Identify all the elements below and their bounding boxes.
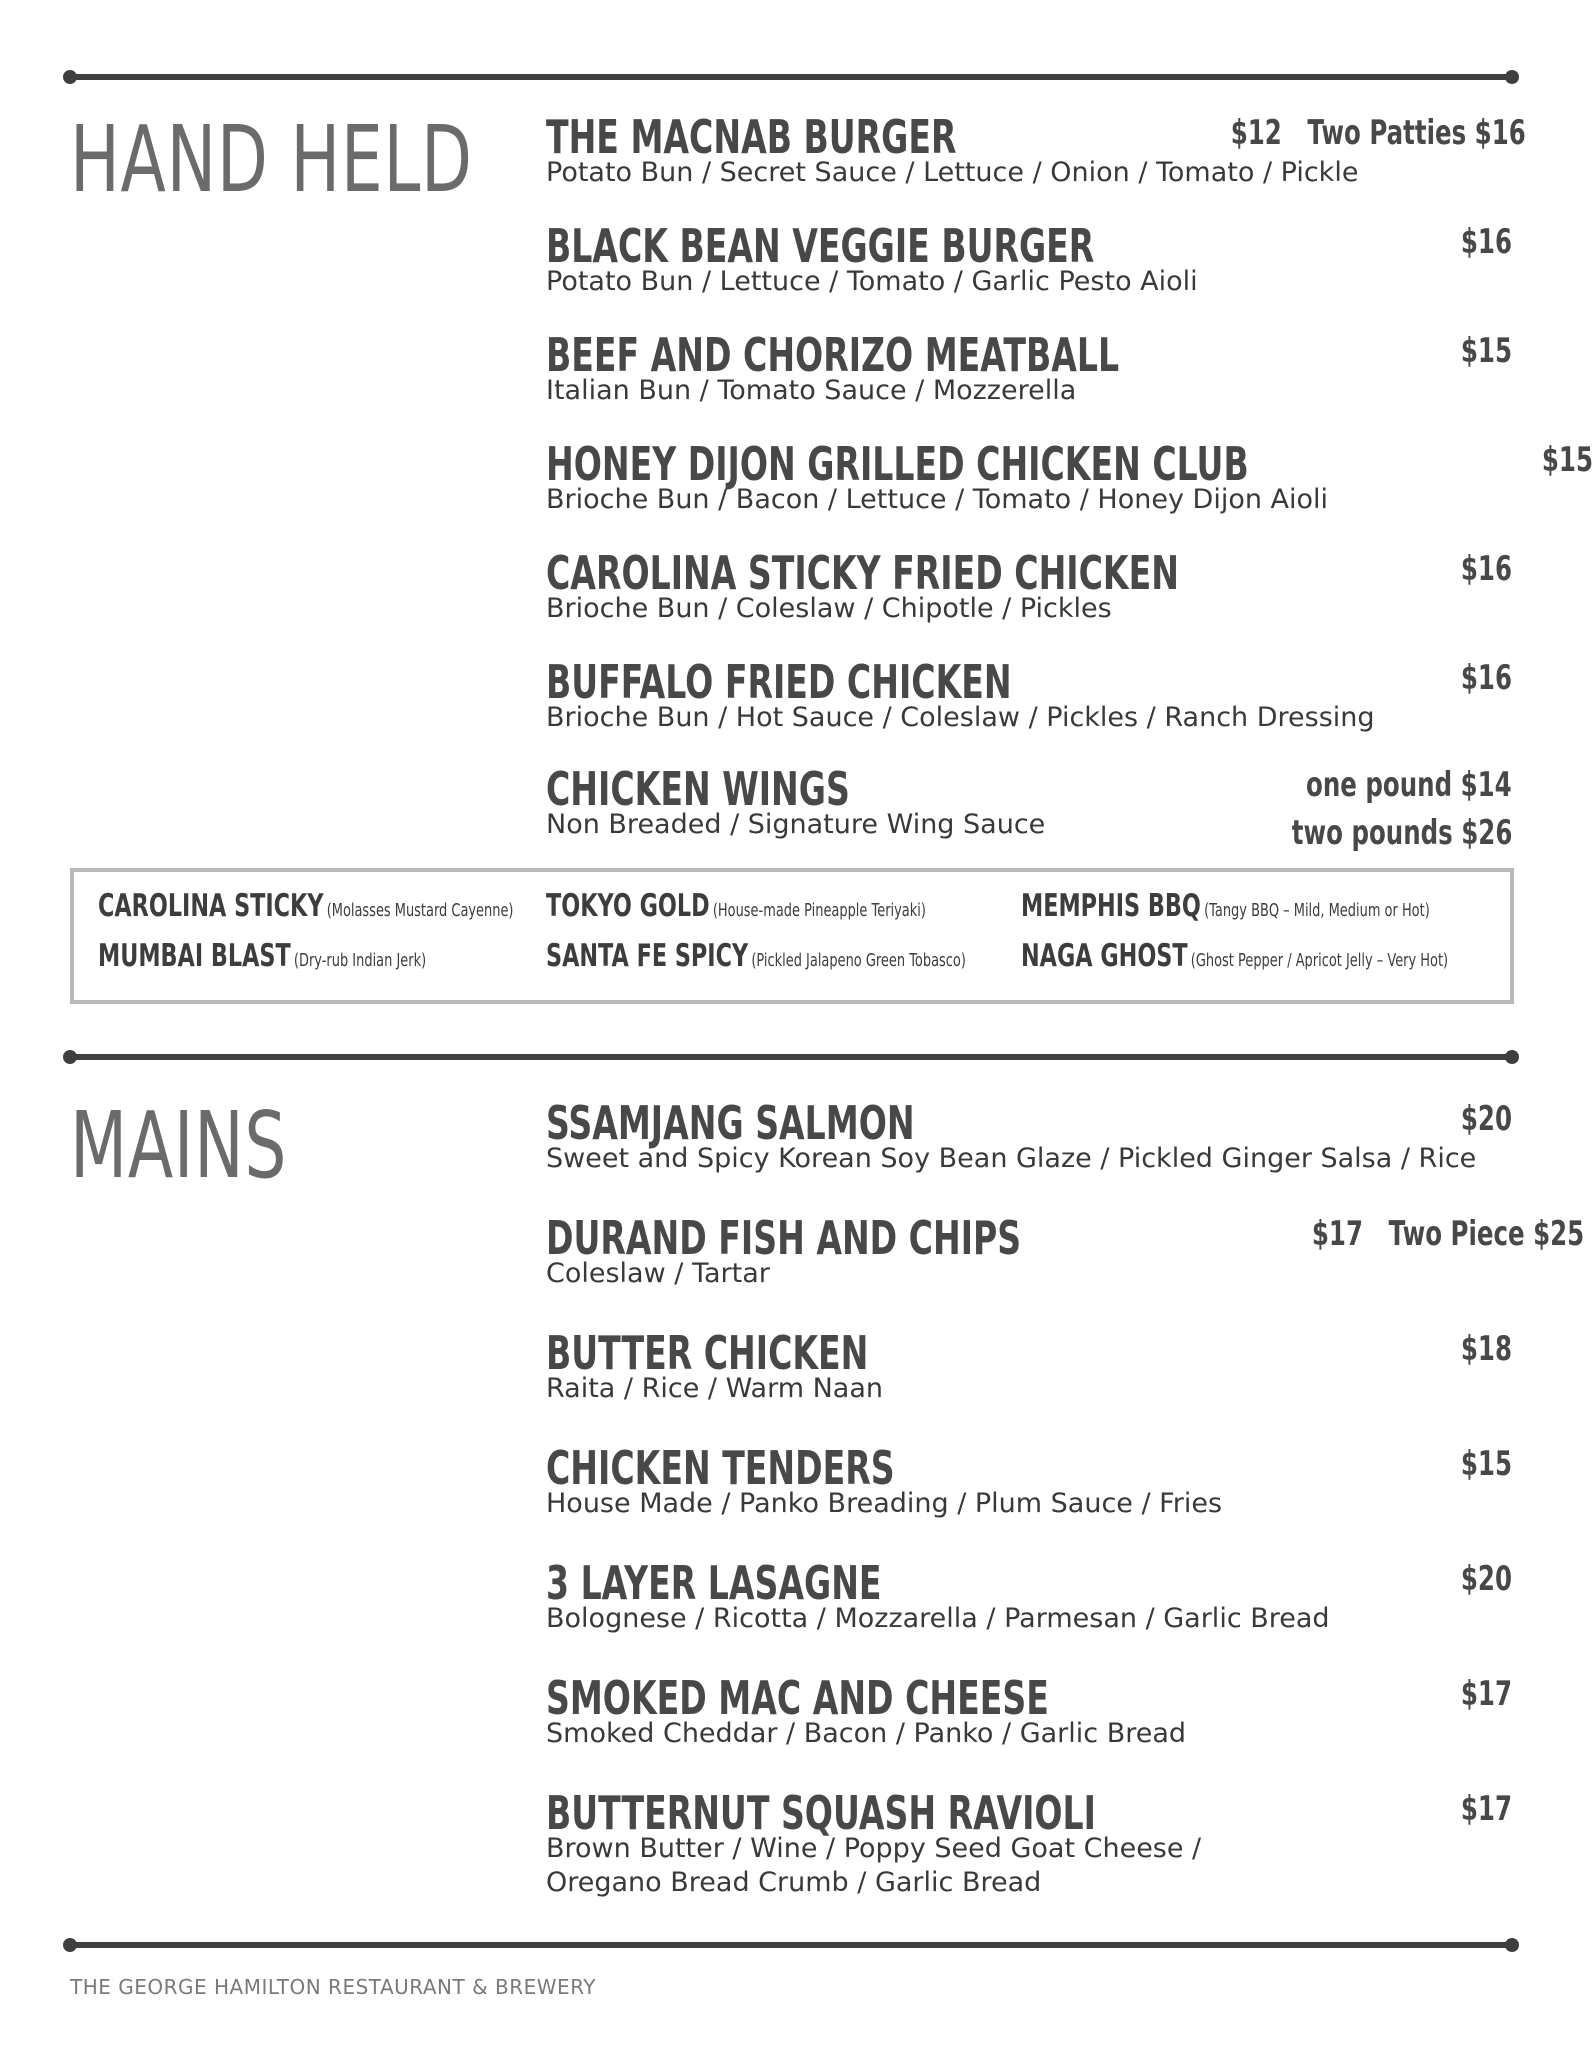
wing-sauce-box — [70, 868, 1514, 1004]
item-price: $15 — [1460, 331, 1512, 371]
item-description: Smoked Cheddar / Bacon / Panko / Garlic Bread — [546, 1718, 1187, 1749]
item-price-extra: Two Piece $25 — [1388, 1214, 1585, 1254]
item-name: SMOKED MAC AND CHEESE — [546, 1671, 1049, 1725]
menu-item — [546, 1328, 1512, 1406]
menu-item — [546, 1788, 1512, 1900]
item-description: Coleslaw / Tartar — [546, 1258, 770, 1289]
item-price: one pound $14 — [1306, 765, 1512, 805]
menu-item — [546, 221, 1512, 299]
sauce-note: (Ghost Pepper / Apricot Jelly – Very Hot) — [1190, 950, 1449, 971]
menu-item — [546, 764, 1512, 860]
sauce-note: (Molasses Mustard Cayenne) — [326, 900, 514, 921]
sauce-name: NAGA GHOST — [1021, 938, 1188, 974]
item-name: SSAMJANG SALMON — [546, 1096, 915, 1150]
item-name: BLACK BEAN VEGGIE BURGER — [546, 219, 1095, 273]
item-description: Brioche Bun / Bacon / Lettuce / Tomato / Honey Dijon Aioli — [546, 484, 1329, 515]
item-name: BUFFALO FRIED CHICKEN — [546, 655, 1012, 709]
item-description: Non Breaded / Signature Wing Sauce — [546, 809, 1046, 840]
item-name: HONEY DIJON GRILLED CHICKEN CLUB — [546, 437, 1249, 491]
mains-heading: MAINS — [70, 1092, 288, 1199]
item-price: $17 — [1460, 1674, 1512, 1714]
footer-restaurant-name: THE GEORGE HAMILTON RESTAURANT & BREWERY — [70, 1975, 597, 1999]
item-price: $15 — [1541, 440, 1593, 480]
bottom-divider — [70, 1942, 1512, 1948]
item-price: $17 Two Piece $25 — [1311, 1214, 1585, 1254]
mid-divider — [70, 1054, 1512, 1060]
item-description: Sweet and Spicy Korean Soy Bean Glaze / Pickled Ginger Salsa / Rice — [546, 1143, 1477, 1174]
item-name: THE MACNAB BURGER — [546, 110, 957, 164]
item-price: $16 — [1460, 222, 1512, 262]
menu-item — [546, 657, 1512, 735]
sauce-item — [98, 938, 426, 974]
item-name: BEEF AND CHORIZO MEATBALL — [546, 328, 1120, 382]
menu-item — [546, 548, 1512, 626]
item-description: Brioche Bun / Hot Sauce / Coleslaw / Pickles / Ranch Dressing — [546, 702, 1375, 733]
sauce-note: (Dry-rub Indian Jerk) — [293, 950, 427, 971]
item-price: $18 — [1460, 1329, 1512, 1369]
top-divider — [70, 74, 1512, 80]
item-price: $12 Two Patties $16 — [1230, 113, 1526, 153]
item-name: BUTTERNUT SQUASH RAVIOLI — [546, 1786, 1096, 1840]
item-description: Brioche Bun / Coleslaw / Chipotle / Pickles — [546, 593, 1112, 624]
menu-item — [546, 1098, 1512, 1176]
item-description: House Made / Panko Breading / Plum Sauce / Fries — [546, 1488, 1223, 1519]
menu-item — [546, 1558, 1512, 1636]
sauce-name: TOKYO GOLD — [546, 888, 710, 924]
item-price: $20 — [1460, 1559, 1512, 1599]
sauce-item — [546, 938, 966, 974]
item-description: Potato Bun / Secret Sauce / Lettuce / Onion / Tomato / Pickle — [546, 157, 1359, 188]
menu-item — [546, 110, 1526, 190]
item-price: $17 — [1460, 1789, 1512, 1829]
sauce-item — [98, 888, 513, 924]
sauce-note: (House-made Pineapple Teriyaki) — [712, 900, 926, 921]
sauce-name: SANTA FE SPICY — [546, 938, 749, 974]
sauce-item — [1021, 888, 1430, 924]
item-name: DURAND FISH AND CHIPS — [546, 1211, 1022, 1265]
item-description: Raita / Rice / Warm Naan — [546, 1373, 884, 1404]
sauce-name: MUMBAI BLAST — [98, 938, 291, 974]
sauce-note: (Tangy BBQ – Mild, Medium or Hot) — [1204, 900, 1430, 921]
item-name: 3 LAYER LASAGNE — [546, 1556, 882, 1610]
item-description: Brown Butter / Wine / Poppy Seed Goat Cheese / — [546, 1833, 1202, 1864]
item-description-line-2: Oregano Bread Crumb / Garlic Bread — [546, 1867, 1042, 1898]
sauce-name: CAROLINA STICKY — [98, 888, 324, 924]
item-name: CHICKEN WINGS — [546, 762, 850, 816]
menu-item — [546, 1211, 1585, 1291]
menu-item — [546, 1673, 1512, 1751]
item-price: $16 — [1460, 549, 1512, 589]
menu-item — [546, 437, 1593, 517]
item-description: Bolognese / Ricotta / Mozzarella / Parmesan / Garlic Bread — [546, 1603, 1330, 1634]
sauce-name: MEMPHIS BBQ — [1021, 888, 1201, 924]
item-name: CHICKEN TENDERS — [546, 1441, 895, 1495]
item-description: Potato Bun / Lettuce / Tomato / Garlic Pesto Aioli — [546, 266, 1198, 297]
item-name: CAROLINA STICKY FRIED CHICKEN — [546, 546, 1179, 600]
item-price: $20 — [1460, 1099, 1512, 1139]
item-price-extra: Two Patties $16 — [1307, 113, 1526, 153]
sauce-item — [546, 888, 926, 924]
sauce-item — [1021, 938, 1448, 974]
item-price: $15 — [1460, 1444, 1512, 1484]
sauce-note: (Pickled Jalapeno Green Tobasco) — [751, 950, 966, 971]
item-description: Italian Bun / Tomato Sauce / Mozzerella — [546, 375, 1077, 406]
item-price: $16 — [1460, 658, 1512, 698]
item-price-extra: two pounds $26 — [1291, 813, 1512, 853]
item-name: BUTTER CHICKEN — [546, 1326, 869, 1380]
hand-held-heading: HAND HELD — [70, 106, 473, 213]
menu-item — [546, 330, 1512, 408]
menu-item — [546, 1443, 1512, 1521]
